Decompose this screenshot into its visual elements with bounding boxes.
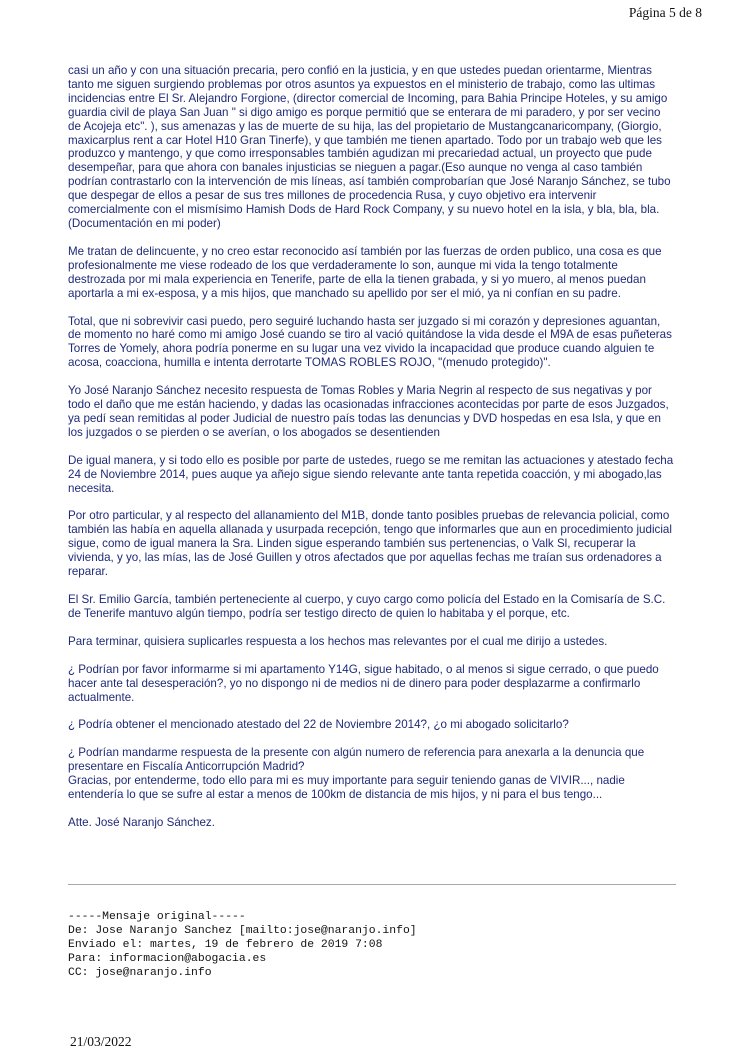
- paragraph: Gracias, por entenderme, todo ello para mi es muy importante para seguir teniendo ganas de VIVIR..., nadie entendería lo que se sufre al estar a menos de 100km de distancia de mis hijos, y ni para el bus tengo...: [68, 774, 625, 802]
- email-body: [68, 64, 676, 844]
- paragraph: Total, que ni sobrevivir casi puedo, pero seguiré luchando hasta ser juzgado si mi corazón y depresiones aguantan, de momento no haré como mi amigo José cuando se tiro al vació quitándose la vida desde el M9A de esas puñeteras Torres de Yomely, ahora podría ponerme en su lugar una vez vivido la incapacidad que produce cuando alguien te acosa, coacciona, humilla e intenta derrotarte TOMAS ROBLES ROJO, "(menudo protegido)".: [68, 314, 672, 370]
- original-message-separator: -----Mensaje original-----: [68, 911, 246, 923]
- paragraph: De igual manera, y si todo ello es posible por parte de ustedes, ruego se me remitan las actuaciones y atestado fecha 24 de Noviembre 2014, pues auque ya añejo sigue siendo relevante ante tanta repetida coacción, y mi abogado,las necesita.: [68, 453, 674, 495]
- paragraph: ¿ Podrían por favor informarme si mi apartamento Y14G, sigue habitado, o al menos si sigue cerrado, o que puedo hacer ante tal desesperación?, yo no dispongo ni de medios ni de dinero para poder desplazarme a confirmarlo actualmente.: [68, 662, 659, 704]
- print-date: 21/03/2022: [70, 1034, 132, 1049]
- paragraph: ¿ Podría obtener el mencionado atestado del 22 de Noviembre 2014?, ¿o mi abogado solicitarlo?: [68, 718, 569, 732]
- original-message-from: De: Jose Naranjo Sanchez [mailto:jose@naranjo.info]: [68, 925, 417, 937]
- paragraph: El Sr. Emilio García, también perteneciente al cuerpo, y cuyo cargo como policía del Estado en la Comisaría de S.C. de Tenerife mantuvo algún tiempo, podría ser testigo directo de quien lo habitaba y el porque, etc.: [68, 593, 666, 620]
- original-message-header: [68, 910, 417, 980]
- paragraph: Para terminar, quisiera suplicarles respuesta a los hechos mas relevantes por el cual me dirijo a ustedes.: [68, 634, 608, 648]
- paragraph: Por otro particular, y al respecto del allanamiento del M1B, donde tanto posibles pruebas de relevancia policial, como también las había en aquella allanada y usurpada recepción, tengo que informarles que aun en procedimiento judicial sigue, como de igual manera la Sra. Linden sigue esperando también sus pertenencias, o Valk Sl, recuperar la vivienda, y yo, las mías, las de José Guillen y otros afectados que por aquellas fechas me traían sus ordenadores a reparar.: [68, 509, 672, 579]
- paragraph: Yo José Naranjo Sánchez necesito respuesta de Tomas Robles y Maria Negrin al respecto de sus negativas y por todo el daño que me están haciendo, y dadas las ocasionadas infracciones acontecidas por parte de esos Juzgados, ya pedí sean remitidas al poder Judicial de nuestro país todas las denuncias y DVD hospedas en esa Isla, y que en los juzgados o se pierden o se averían, o los abogados se desentienden: [68, 384, 669, 439]
- page-number: Página 5 de 8: [628, 5, 702, 20]
- paragraph: casi un año y con una situación precaria, pero confió en la justicia, y en que ustedes puedan orientarme, Mientras tanto me siguen surgiendo problemas por otros asuntos ya expuestos en el ministerio de trabajo, como las ultimas incidencias entre El Sr. Alejandro Forgione, (director comercial de Incoming, para Bahia Principe Hoteles, y su amigo guardia civil de playa San Juan " si digo amigo es porque permitió que se enterara de mi paradero, y por ser vecino de Acojeja etc". ), sus amenazas y las de muerte de su hija, las del propietario de Mustangcanaricompany, (Giorgio, maxicarplus rent a car Hotel H10 Gran Tinerfe), y que también me tienen apartado. Todo por un trabajo web que les produzco y mantengo, y que como irresponsables también agudizan mi precariedad actual, un proyecto que pude desempeñar, para que ahora con banales injusticias se nieguen a pagar.(Eso aunque no venga al caso también podrían contrastarlo con la intervención de mis líneas, así también comprobarían que José Naranjo Sánchez, se tubo que despegar de ellos a pesar de sus tres millones de procedencia Rusa, y cuyo objetivo era intervenir comercialmente con el mismísimo Hamish Dods de Hard Rock Company, y su nuevo hotel en la isla, y bla, bla, bla.(Documentación en mi poder): [68, 64, 671, 230]
- divider: [68, 884, 676, 885]
- original-message-cc: CC: jose@naranjo.info: [68, 967, 212, 979]
- original-message-sent: Enviado el: martes, 19 de febrero de 2019 7:08: [68, 939, 383, 951]
- original-message-to: Para: informacion@abogacia.es: [68, 953, 267, 965]
- signature: Atte. José Naranjo Sánchez.: [68, 815, 215, 829]
- paragraph: Me tratan de delincuente, y no creo estar reconocido así también por las fuerzas de orden publico, una cosa es que profesionalmente me viese rodeado de los que verdaderamente lo son, aunque mi vida la tengo totalmente destrozada por mi mala experiencia en Tenerife, parte de ella la tienen grabada, y si yo muero, al menos puedan aportarla a mi ex-esposa, y a mis hijos, que manchado su apellido por ser el mió, ya ni confían en su padre.: [68, 244, 662, 300]
- paragraph: ¿ Podrían mandarme respuesta de la presente con algún numero de referencia para anexarla a la denuncia que presentare en Fiscalía Anticorrupción Madrid?: [68, 746, 645, 774]
